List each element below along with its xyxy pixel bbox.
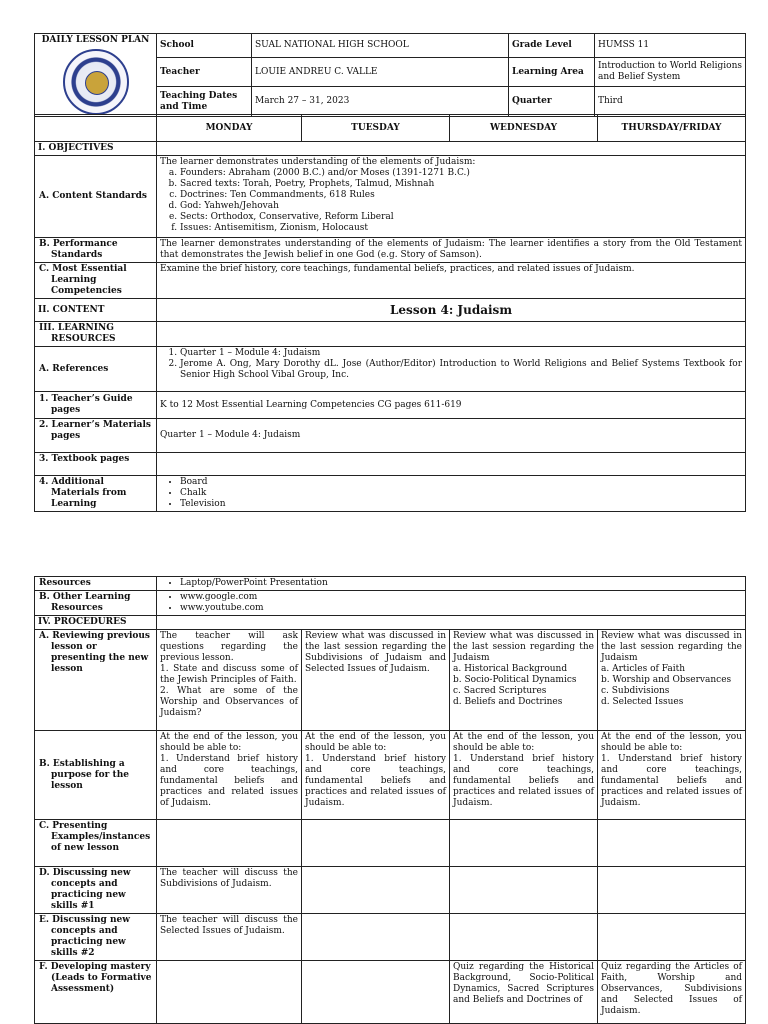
list-item: • Board [180, 477, 742, 488]
discussing-1-tuesday [302, 867, 450, 914]
developing-mastery-thursday: Quiz regarding the Articles of Faith, Worship and Observances, Subdivisions and Selected Issues of Judaism. [598, 961, 746, 1024]
procedures-heading: IV. PROCEDURES [35, 616, 157, 630]
purpose-monday: At the end of the lesson, you should be able to: 1. Understand brief history and core teachings, fundamental beliefs and practices and related issues of Judaism. [157, 731, 302, 820]
list-item: • Television [180, 499, 742, 510]
discussing-1-wednesday [450, 867, 598, 914]
content-standards-label: A. Content Standards [35, 156, 157, 238]
list-item: • Chalk [180, 488, 742, 499]
quarter-value: Third [595, 87, 746, 117]
dlp-title: DAILY LESSON PLAN [41, 35, 150, 45]
reviewing-wednesday: Review what was discussed in the last session regarding the Judaism a. Historical Background b. Socio-Political Dynamics c. Sacred Scriptures d. Beliefs and Doctrines [450, 630, 598, 731]
developing-mastery-tuesday [302, 961, 450, 1024]
list-item: d. God: Yahweh/Jehovah [180, 201, 742, 212]
list-item: c. Doctrines: Ten Commandments, 618 Rules [180, 190, 742, 201]
lesson-title: Lesson 4: Judaism [157, 299, 746, 322]
developing-mastery-wednesday: Quiz regarding the Historical Background, Socio-Political Dynamics, Sacred Scriptures and Beliefs and Doctrines of [450, 961, 598, 1024]
lesson-table-page1 [34, 114, 746, 512]
other-resources-list [160, 592, 742, 614]
content-standards-list [160, 168, 742, 234]
discussing-2-wednesday [450, 914, 598, 961]
presenting-examples-label: C. Presenting Examples/instances of new lesson [35, 820, 157, 867]
grade-label: Grade Level [509, 34, 595, 58]
presenting-wednesday [450, 820, 598, 867]
content-standards-cell [157, 156, 746, 238]
learners-materials-label: 2. Learner’s Materials pages [35, 419, 157, 453]
teacher-value: LOUIE ANDREU C. VALLE [252, 57, 509, 87]
additional-materials-list [160, 477, 742, 510]
additional-materials-cont-cell [157, 577, 746, 591]
additional-materials-label-cont: Resources [35, 577, 157, 591]
grade-value: HUMSS 11 [595, 34, 746, 58]
purpose-thursday: At the end of the lesson, you should be able to: 1. Understand brief history and core teachings, fundamental beliefs and practices and related issues of Judaism. [598, 731, 746, 820]
reviewing-thursday: Review what was discussed in the last session regarding the Judaism a. Articles of Faith b. Worship and Observances c. Subdivisions d. Selected Issues [598, 630, 746, 731]
additional-materials-cell [157, 476, 746, 512]
presenting-thursday [598, 820, 746, 867]
procedures-blank [157, 616, 746, 630]
learning-resources-heading: III. LEARNING RESOURCES [35, 322, 157, 347]
list-item: 2. Jerome A. Ong, Mary Dorothy dL. Jose (Author/Editor) Introduction to World Religions and Belief Systems Textbook for Senior High School Vibal Group, Inc. [180, 359, 742, 381]
teachers-guide-label: 1. Teacher’s Guide pages [35, 392, 157, 419]
day-thursday-friday: THURSDAY/FRIDAY [598, 115, 746, 142]
discussing-1-label: D. Discussing new concepts and practicing new skills #1 [35, 867, 157, 914]
additional-materials-list-cont [160, 578, 742, 589]
other-resources-cell [157, 591, 746, 616]
learners-materials-value: Quarter 1 – Module 4: Judaism [157, 419, 746, 453]
deped-seal-logo [63, 49, 129, 115]
list-item: 1. Quarter 1 – Module 4: Judaism [180, 348, 742, 359]
presenting-tuesday [302, 820, 450, 867]
references-list [160, 348, 742, 381]
references-label: A. References [35, 347, 157, 392]
day-monday: MONDAY [157, 115, 302, 142]
day-wednesday: WEDNESDAY [450, 115, 598, 142]
school-value: SUAL NATIONAL HIGH SCHOOL [252, 34, 509, 58]
discussing-1-monday: The teacher will discuss the Subdivisions of Judaism. [157, 867, 302, 914]
discussing-1-thursday [598, 867, 746, 914]
discussing-2-thursday [598, 914, 746, 961]
presenting-monday [157, 820, 302, 867]
header-table [34, 33, 746, 117]
dates-value: March 27 – 31, 2023 [252, 87, 509, 117]
teachers-guide-value: K to 12 Most Essential Learning Competencies CG pages 611-619 [157, 392, 746, 419]
discussing-2-tuesday [302, 914, 450, 961]
list-item: e. Sects: Orthodox, Conservative, Reform Liberal [180, 212, 742, 223]
teacher-label: Teacher [157, 57, 252, 87]
reviewing-tuesday: Review what was discussed in the last session regarding the Subdivisions of Judaism and Selected Issues of Judaism. [302, 630, 450, 731]
textbook-pages-value [157, 453, 746, 476]
area-value: Introduction to World Religions and Belief System [595, 57, 746, 87]
school-label: School [157, 34, 252, 58]
lesson-table-page2 [34, 576, 746, 1024]
discussing-2-label: E. Discussing new concepts and practicing new skills #2 [35, 914, 157, 961]
purpose-tuesday: At the end of the lesson, you should be able to: 1. Understand brief history and core teachings, fundamental beliefs and practices and related issues of Judaism. [302, 731, 450, 820]
purpose-label: B. Establishing a purpose for the lesson [35, 731, 157, 820]
additional-materials-label: 4. Additional Materials from Learning [35, 476, 157, 512]
dates-label: Teaching Dates and Time [157, 87, 252, 117]
objectives-heading: I. OBJECTIVES [35, 142, 157, 156]
performance-standards-label: B. Performance Standards [35, 238, 157, 263]
learning-resources-blank [157, 322, 746, 347]
list-item: • www.youtube.com [180, 603, 742, 614]
discussing-2-monday: The teacher will discuss the Selected Issues of Judaism. [157, 914, 302, 961]
purpose-wednesday: At the end of the lesson, you should be able to: 1. Understand brief history and core teachings, fundamental beliefs and practices and related issues of Judaism. [450, 731, 598, 820]
objectives-blank [157, 142, 746, 156]
references-cell [157, 347, 746, 392]
day-tuesday: TUESDAY [302, 115, 450, 142]
developing-mastery-label: F. Developing mastery (Leads to Formative Assessment) [35, 961, 157, 1024]
melc-label: C. Most Essential Learning Competencies [35, 263, 157, 299]
list-item: a. Founders: Abraham (2000 B.C.) and/or Moses (1391-1271 B.C.) [180, 168, 742, 179]
list-item: • Laptop/PowerPoint Presentation [180, 578, 742, 589]
list-item: b. Sacred texts: Torah, Poetry, Prophets, Talmud, Mishnah [180, 179, 742, 190]
developing-mastery-monday [157, 961, 302, 1024]
reviewing-label: A. Reviewing previous lesson or presenting the new lesson [35, 630, 157, 731]
reviewing-monday: The teacher will ask questions regarding the previous lesson. 1. State and discuss some of the Jewish Principles of Faith. 2. What are some of the Worship and Observances of Judaism? [157, 630, 302, 731]
other-resources-label: B. Other Learning Resources [35, 591, 157, 616]
blank-corner [35, 115, 157, 142]
textbook-pages-label: 3. Textbook pages [35, 453, 157, 476]
quarter-label: Quarter [509, 87, 595, 117]
melc-value: Examine the brief history, core teachings, fundamental beliefs, practices, and related issues of Judaism. [157, 263, 746, 299]
content-heading: II. CONTENT [35, 299, 157, 322]
list-item: • www.google.com [180, 592, 742, 603]
deped-seal-cell [35, 34, 157, 117]
list-item: f. Issues: Antisemitism, Zionism, Holocaust [180, 223, 742, 234]
content-standards-intro: The learner demonstrates understanding of the elements of Judaism: [160, 157, 476, 167]
area-label: Learning Area [509, 57, 595, 87]
performance-standards-value: The learner demonstrates understanding of the elements of Judaism: The learner identifies a story from the Old Testament that demonstrates the Jewish belief in one God (e.g. Story of Samson). [157, 238, 746, 263]
